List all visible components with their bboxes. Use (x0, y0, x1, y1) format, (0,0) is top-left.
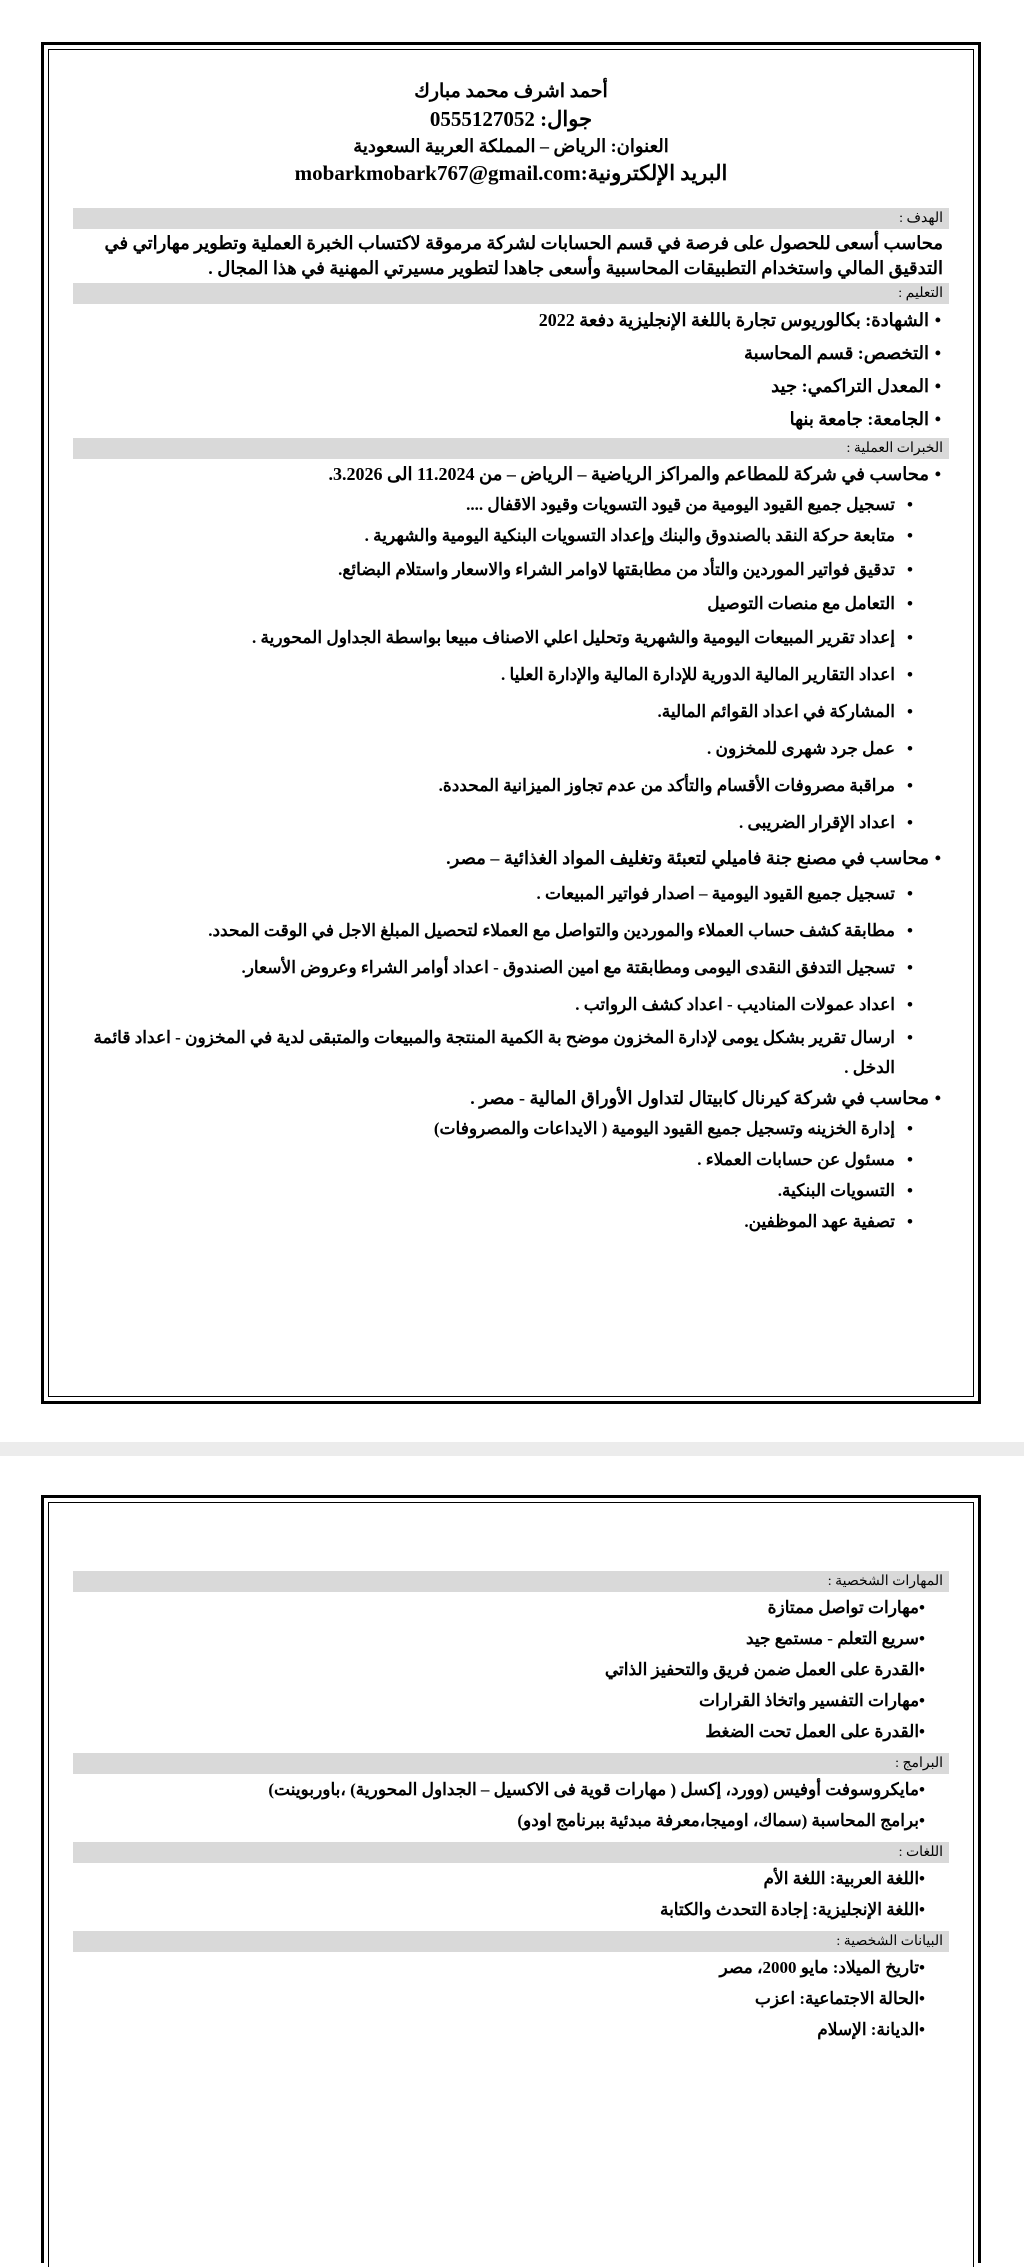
software-item: •مايكروسوفت أوفيس (وورد، إكسل ( مهارات قوية فى الاكسيل – الجداول المحورية) ،باوربوينت) (268, 1780, 925, 1799)
page-inner-border (48, 49, 974, 1397)
education-item: • المعدل التراكمي: جيد (73, 370, 949, 403)
job-task: • تصفية عهد الموظفين. (73, 1206, 949, 1237)
personal-item: •الحالة الاجتماعية: اعزب (754, 1989, 925, 2008)
job-task: • عمل جرد شهرى للمخزون . (73, 730, 949, 767)
candidate-email: البريد الإلكترونية:mobarkmobark767@gmail.com (294, 161, 728, 185)
personal-item: •الديانة: الإسلام (817, 2020, 925, 2039)
job-task: • متابعة حركة النقد بالصندوق والبنك وإعداد التسويات البنكية اليومية والشهرية . (73, 520, 949, 551)
job-title: • محاسب في شركة كيرنال كابيتال لتداول الأوراق المالية - مصر . (73, 1083, 949, 1113)
page-separator (0, 1442, 1024, 1456)
job-task: • تسجيل جميع القيود اليومية من قيود التسويات وقيود الاقفال .... (73, 489, 949, 520)
job-task: • ارسال تقرير بشكل يومى لإدارة المخزون موضح بة الكمية المنتجة والمبيعات والمتبقى لدية في المخزون - اعداد قائمة الدخل . (73, 1023, 949, 1083)
objective-text: محاسب أسعى للحصول على فرصة في قسم الحسابات لشركة مرموقة لاكتساب الخبرة العملية وتطوير مهاراتي في التدقيق المالي واستخدام التطبيقات المحاسبية وأسعى جاهدا لتطوير مسيرتي المهنية في هذا المجال . (104, 233, 943, 278)
page-inner-border (48, 1502, 974, 2267)
section-header-objective: الهدف : (73, 208, 949, 229)
candidate-address: العنوان: الرياض – المملكة العربية السعودية (353, 136, 669, 156)
skill-item: •القدرة على العمل تحت الضغط (705, 1722, 925, 1741)
section-header-languages: اللغات : (73, 1842, 949, 1863)
candidate-phone: جوال: 0555127052 (429, 107, 593, 131)
job-task: • تسجيل جميع القيود اليومية – اصدار فواتير المبيعات . (73, 875, 949, 912)
candidate-name: أحمد اشرف محمد مبارك (414, 81, 608, 102)
software-item: •برامج المحاسبة (سماك، اوميجا،معرفة مبدئية ببرنامج اودو) (517, 1811, 925, 1830)
job-title: • محاسب في مصنع جنة فاميلي لتعبئة وتغليف المواد الغذائية – مصر. (73, 841, 949, 875)
job-task: • التعامل مع منصات التوصيل (73, 588, 949, 619)
job-task: • اعداد عمولات المناديب - اعداد كشف الرواتب . (73, 986, 949, 1023)
job-task: • المشاركة في اعداد القوائم المالية. (73, 693, 949, 730)
job-task: • التسويات البنكية. (73, 1175, 949, 1206)
job-task: • مطابقة كشف حساب العملاء والموردين والتواصل مع العملاء لتحصيل المبلغ الاجل في الوقت المحدد. (73, 912, 949, 949)
job-task: • إدارة الخزينه وتسجيل جميع القيود اليومية ( الايداعات والمصروفات) (73, 1113, 949, 1144)
job-task: • تدقيق فواتير الموردين والتأد من مطابقتها لاوامر الشراء والاسعار واستلام البضائع. (73, 551, 949, 588)
education-list (73, 304, 949, 436)
page-2-content (73, 1571, 949, 2045)
skill-item: •سريع التعلم - مستمع جيد (745, 1629, 925, 1648)
languages-list (73, 1863, 949, 1925)
skill-item: •مهارات التفسير واتخاذ القرارات (699, 1691, 925, 1710)
skill-item: •القدرة على العمل ضمن فريق والتحفيز الذاتي (604, 1660, 925, 1679)
language-item: •اللغة الإنجليزية: إجادة التحدث والكتابة (659, 1900, 925, 1919)
resume-header (73, 80, 949, 186)
job-task: • اعداد الإقرار الضريبى . (73, 804, 949, 841)
resume-page-2 (41, 1495, 981, 2263)
education-item: • الجامعة: جامعة بنها (73, 403, 949, 436)
language-item: •اللغة العربية: اللغة الأم (763, 1869, 925, 1888)
personal-list (73, 1952, 949, 2045)
job-task: • مراقبة مصروفات الأقسام والتأكد من عدم تجاوز الميزانية المحددة. (73, 767, 949, 804)
experience-list (73, 459, 949, 1237)
education-item: • التخصص: قسم المحاسبة (73, 337, 949, 370)
skills-list (73, 1592, 949, 1747)
section-header-education: التعليم : (73, 283, 949, 304)
page-1-content (73, 50, 949, 1237)
job-task: • تسجيل التدفق النقدى اليومى ومطابقتة مع امين الصندوق - اعداد أوامر الشراء وعروض الأسعار. (73, 949, 949, 986)
section-header-experience: الخبرات العملية : (73, 438, 949, 459)
job-task: • اعداد التقارير المالية الدورية للإدارة المالية والإدارة العليا . (73, 656, 949, 693)
job-title: • محاسب في شركة للمطاعم والمراكز الرياضية – الرياض – من 11.2024 الى 3.2026. (73, 459, 949, 489)
section-header-skills: المهارات الشخصية : (73, 1571, 949, 1592)
section-header-software: البرامج : (73, 1753, 949, 1774)
resume-page-1 (41, 42, 981, 1404)
skill-item: •مهارات تواصل ممتازة (767, 1598, 925, 1617)
section-header-personal: البيانات الشخصية : (73, 1931, 949, 1952)
software-list (73, 1774, 949, 1836)
education-item: • الشهادة: بكالوريوس تجارة باللغة الإنجليزية دفعة 2022 (73, 304, 949, 337)
job-task: • إعداد تقرير المبيعات اليومية والشهرية وتحليل اعلي الاصناف مبيعا بواسطة الجداول المحورية . (73, 619, 949, 656)
job-task: • مسئول عن حسابات العملاء . (73, 1144, 949, 1175)
personal-item: •تاريخ الميلاد: مايو 2000، مصر (719, 1958, 925, 1977)
